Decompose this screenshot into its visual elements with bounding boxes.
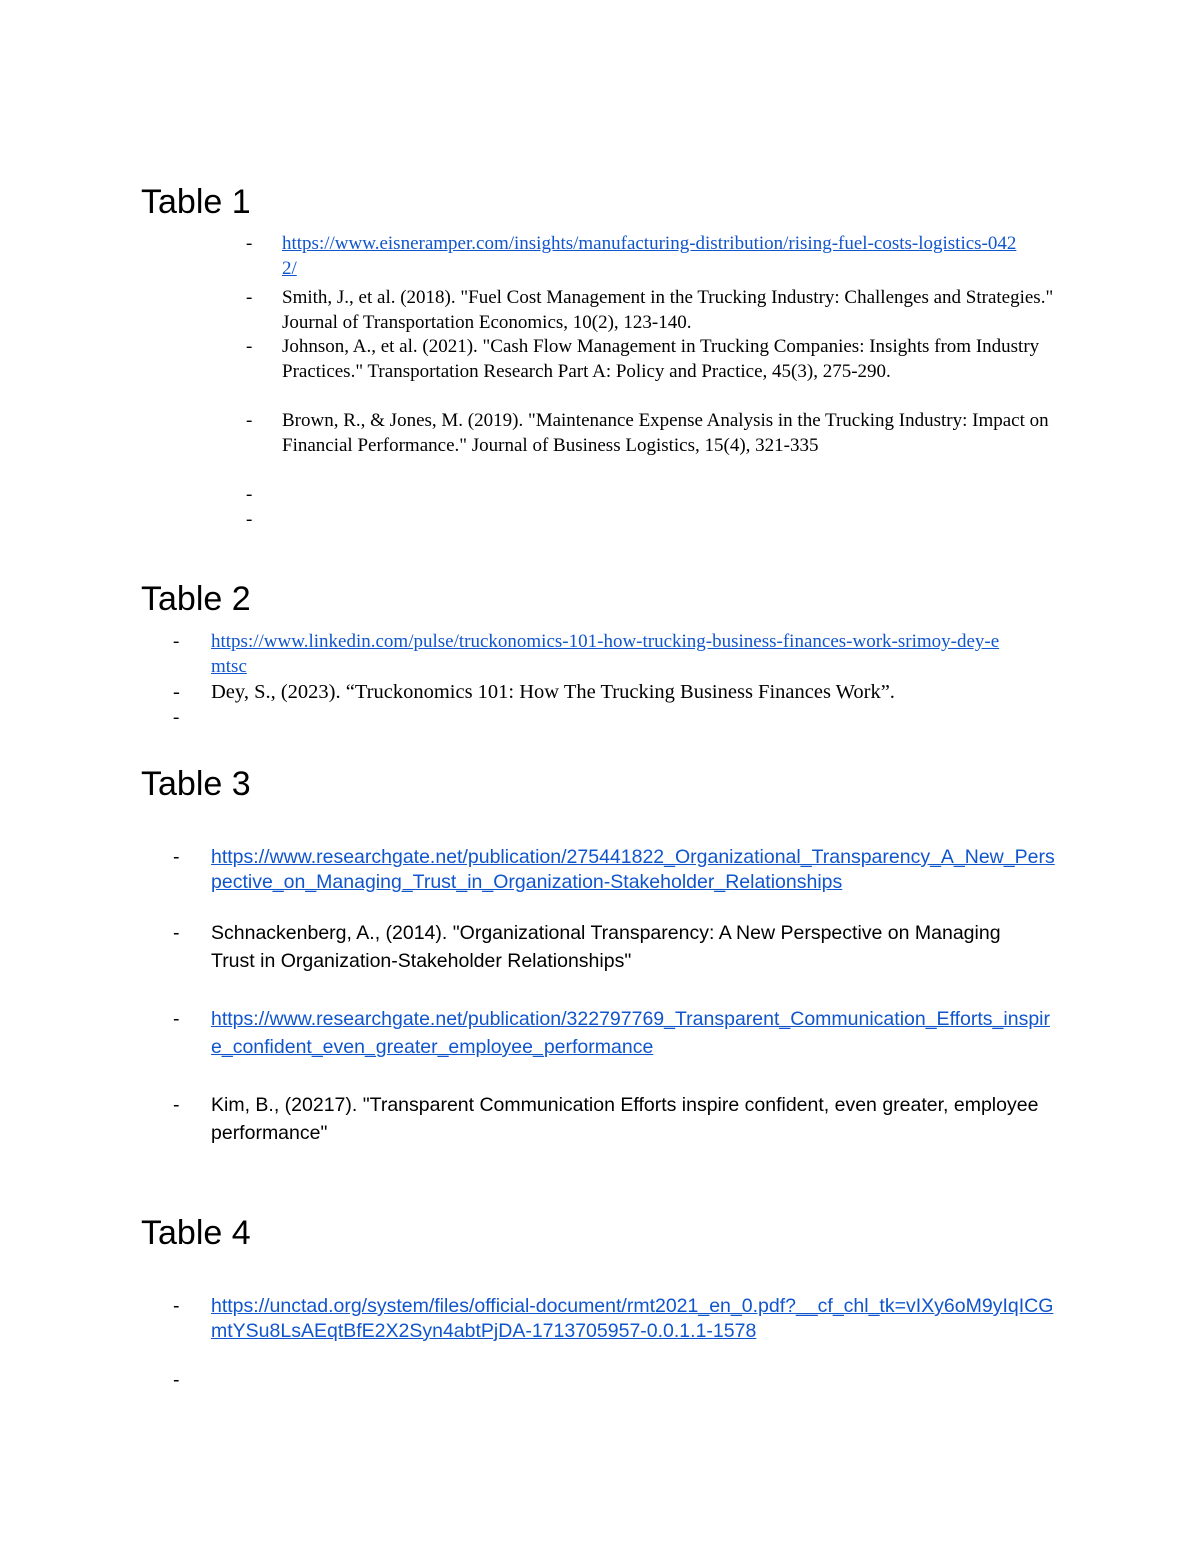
list-item bbox=[173, 919, 1063, 1005]
bullet-dash: - bbox=[173, 846, 180, 868]
reference-link[interactable]: https://www.researchgate.net/publication/322797769_Transparent_Communication_Efforts_inspire_confident_even_greater_employee_performance bbox=[211, 1008, 1050, 1058]
reference-link[interactable]: https://www.linkedin.com/pulse/truckonomics-101-how-trucking-business-finances-work-srimoy-dey-emtsc bbox=[211, 631, 1000, 677]
list-item bbox=[173, 1294, 1063, 1368]
bullet-dash: - bbox=[173, 631, 180, 652]
bullet-dash: - bbox=[173, 1094, 180, 1116]
list-item bbox=[246, 409, 1062, 483]
bullet-dash: - bbox=[246, 336, 253, 357]
bullet-dash: - bbox=[173, 1295, 180, 1317]
reference-list-table-4 bbox=[173, 1294, 1063, 1393]
bullet-dash: - bbox=[173, 1369, 180, 1391]
bullet-dash: - bbox=[246, 233, 253, 254]
list-item bbox=[246, 335, 1062, 409]
bullet-dash: - bbox=[246, 287, 253, 308]
bullet-dash: - bbox=[173, 681, 180, 703]
reference-citation: Smith, J., et al. (2018). "Fuel Cost Management in the Trucking Industry: Challenges and Strategies." Journal of Transportation Economics, 10(2), 123-140. bbox=[282, 287, 1054, 333]
section-title-table-3: Table 3 bbox=[141, 765, 251, 803]
list-item bbox=[246, 286, 1062, 335]
reference-citation: Dey, S., (2023). “Truckonomics 101: How The Trucking Business Finances Work”. bbox=[211, 681, 895, 703]
reference-list-table-1 bbox=[246, 232, 1062, 533]
list-item bbox=[173, 630, 1003, 680]
reference-citation: Johnson, A., et al. (2021). "Cash Flow Management in Trucking Companies: Insights from Industry Practices." Transportation Research Part A: Policy and Practice, 45(3), 275-290. bbox=[282, 336, 1040, 382]
list-item bbox=[173, 1005, 1063, 1091]
section-title-table-1: Table 1 bbox=[141, 183, 251, 221]
bullet-dash: - bbox=[246, 410, 253, 431]
list-item bbox=[246, 508, 1062, 533]
reference-link[interactable]: https://www.researchgate.net/publication/275441822_Organizational_Transparency_A_New_Perspective_on_Managing_Trust_in_Organization-Stakeholder_Relationships bbox=[211, 846, 1055, 893]
list-item bbox=[173, 680, 1003, 706]
list-item bbox=[173, 845, 1063, 919]
reference-citation: Schnackenberg, A., (2014). "Organizational Transparency: A New Perspective on Managing Trust in Organization-Stakeholder Relationships" bbox=[211, 922, 1001, 972]
reference-link[interactable]: https://www.eisneramper.com/insights/manufacturing-distribution/rising-fuel-costs-logistics-0422/ bbox=[282, 233, 1017, 279]
bullet-dash: - bbox=[173, 707, 180, 728]
bullet-dash: - bbox=[246, 484, 253, 505]
list-item bbox=[173, 1368, 1063, 1393]
reference-citation: Kim, B., (20217). "Transparent Communication Efforts inspire confident, even greater, employee performance" bbox=[211, 1094, 1039, 1144]
bullet-dash: - bbox=[173, 1008, 180, 1030]
section-title-table-4: Table 4 bbox=[141, 1214, 251, 1252]
section-title-table-2: Table 2 bbox=[141, 580, 251, 618]
bullet-dash: - bbox=[246, 509, 253, 530]
bullet-dash: - bbox=[173, 922, 180, 944]
reference-link[interactable]: https://unctad.org/system/files/official-document/rmt2021_en_0.pdf?__cf_chl_tk=vIXy6oM9yIqICGmtYSu8LsAEqtBfE2X2Syn4abtPjDA-1713705957-0.0.1.1-1578 bbox=[211, 1295, 1054, 1342]
reference-citation: Brown, R., & Jones, M. (2019). "Maintenance Expense Analysis in the Trucking Industry: Impact on Financial Performance." Journal of Business Logistics, 15(4), 321-335 bbox=[282, 410, 1049, 456]
list-item bbox=[246, 232, 1062, 286]
reference-list-table-3 bbox=[173, 845, 1063, 1149]
list-item bbox=[173, 706, 1003, 731]
list-item bbox=[173, 1091, 1063, 1149]
reference-list-table-2 bbox=[173, 630, 1003, 731]
list-item bbox=[246, 483, 1062, 508]
